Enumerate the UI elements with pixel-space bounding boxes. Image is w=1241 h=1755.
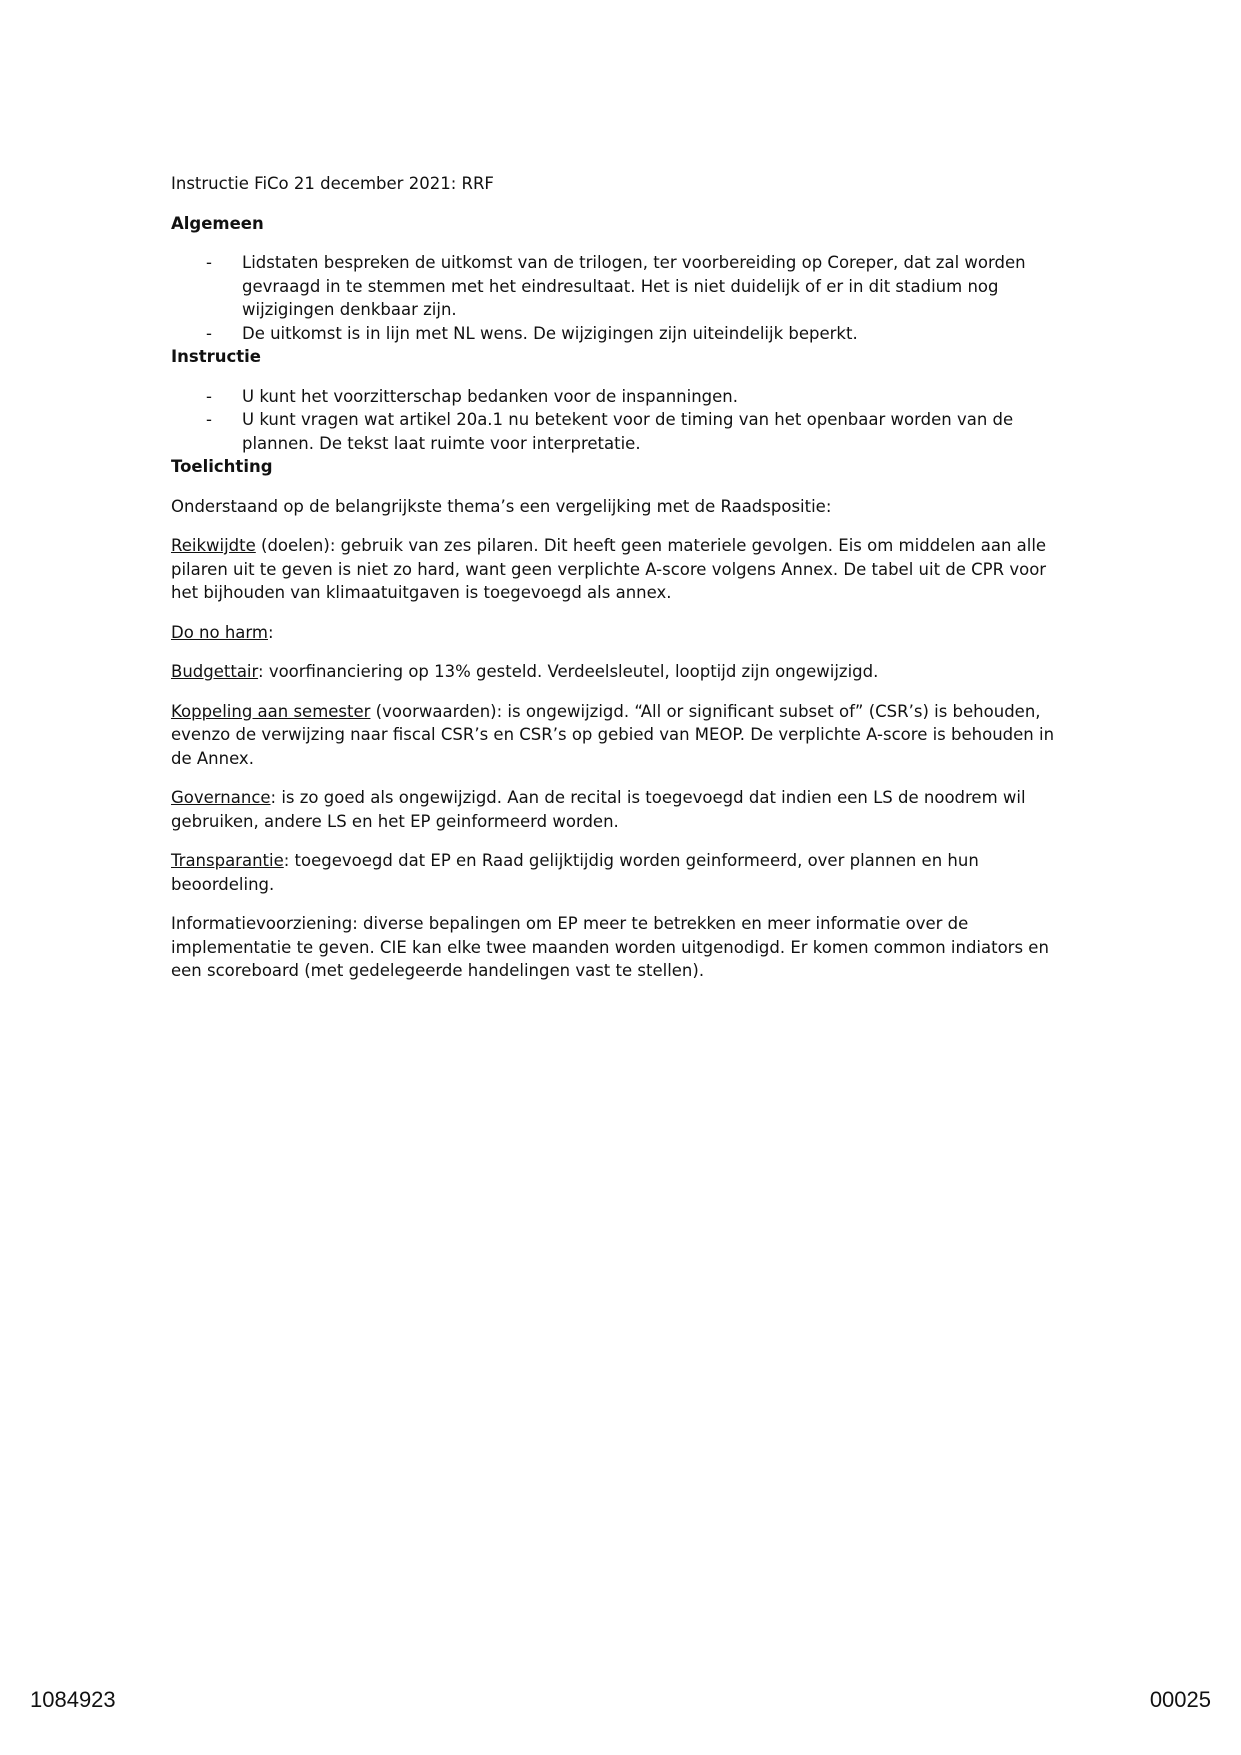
list-instructie xyxy=(171,385,1071,456)
term-transparantie: Transparantie xyxy=(171,851,284,870)
paragraph-do-no-harm xyxy=(171,621,1071,645)
dash-bullet: - xyxy=(206,253,212,272)
paragraph-text: : is zo goed als ongewijzigd. Aan de recital is toegevoegd dat indien een LS de noodrem wil gebruiken, andere LS en het EP geinformeerd worden. xyxy=(171,788,1026,831)
paragraph-text: : xyxy=(267,622,274,642)
list-item-text: Lidstaten bespreken de uitkomst van de trilogen, ter voorbereiding op Coreper, dat zal worden gevraagd in te stemmen met het eindresultaat. Het is niet duidelijk of er in dit stadium nog wijzigingen denkbaar zijn. xyxy=(242,253,1026,319)
paragraph-text: : voorfinanciering op 13% gesteld. Verdeelsleutel, looptijd zijn ongewijzigd. xyxy=(258,662,879,681)
paragraph-informatievoorziening: Informatievoorziening: diverse bepalingen om EP meer te betrekken en meer informatie over de implementatie te geven. CIE kan elke twee maanden worden uitgenodigd. Er komen common indiators en een scoreboard (met gedelegeerde handelingen vast te stellen). xyxy=(171,914,1049,980)
heading-instructie: Instructie xyxy=(171,347,261,366)
toelichting-intro: Onderstaand op de belangrijkste thema’s een vergelijking met de Raadspositie: xyxy=(171,496,832,516)
term-reikwijdte: Reikwijdte xyxy=(171,536,256,555)
paragraph-transparantie xyxy=(171,849,1071,896)
paragraph-text: : toegevoegd dat EP en Raad gelijktijdig worden geinformeerd, over plannen en hun beoordeling. xyxy=(171,851,979,894)
footer-page-number: 00025 xyxy=(1149,1687,1211,1712)
term-governance: Governance xyxy=(171,788,271,807)
term-koppeling-aan-semester: Koppeling aan semester xyxy=(171,701,371,721)
list-item xyxy=(171,251,1071,322)
heading-toelichting: Toelichting xyxy=(171,457,273,476)
paragraph-koppeling xyxy=(171,700,1071,771)
heading-algemeen: Algemeen xyxy=(171,213,264,233)
dash-bullet: - xyxy=(206,410,212,429)
list-item xyxy=(171,322,1071,346)
dash-bullet: - xyxy=(206,386,212,406)
paragraph-text: (voorwaarden): is ongewijzigd. “All or significant subset of” (CSR’s) is behouden, evenzo de verwijzing naar fiscal CSR’s en CSR’s op gebied van MEOP. De verplichte A-score is behouden in de Annex. xyxy=(171,701,1055,768)
term-budgettair: Budgettair xyxy=(171,662,259,681)
list-item xyxy=(171,408,1071,455)
term-do-no-harm: Do no harm xyxy=(171,622,268,642)
document-title: Instructie FiCo 21 december 2021: RRF xyxy=(171,174,494,193)
paragraph-governance xyxy=(171,786,1071,833)
document-body xyxy=(171,172,1071,999)
paragraph-budgettair xyxy=(171,660,1071,684)
list-algemeen xyxy=(171,251,1071,345)
paragraph-text: (doelen): gebruik van zes pilaren. Dit heeft geen materiele gevolgen. Eis om middelen aan alle pilaren uit te geven is niet zo hard, want geen verplichte A-score volgens Annex. De tabel uit de CPR voor het bijhouden van klimaatuitgaven is toegevoegd als annex. xyxy=(171,536,1047,602)
footer-document-number: 1084923 xyxy=(30,1687,116,1712)
paragraph-reikwijdte xyxy=(171,534,1071,605)
list-item-text: De uitkomst is in lijn met NL wens. De wijzigingen zijn uiteindelijk beperkt. xyxy=(242,323,858,343)
list-item-text: U kunt het voorzitterschap bedanken voor de inspanningen. xyxy=(242,386,738,406)
list-item-text: U kunt vragen wat artikel 20a.1 nu betekent voor de timing van het openbaar worden van de plannen. De tekst laat ruimte voor interpretatie. xyxy=(242,410,1014,453)
list-item xyxy=(171,385,1071,409)
dash-bullet: - xyxy=(206,323,212,343)
